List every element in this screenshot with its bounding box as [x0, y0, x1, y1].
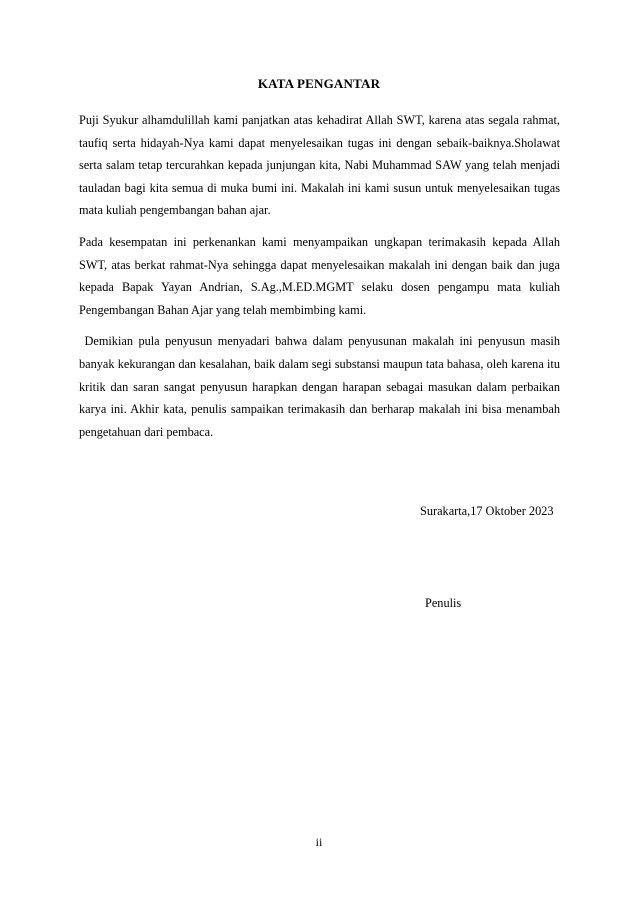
paragraph-2: Pada kesempatan ini perkenankan kami menyampaikan ungkapan terimakasih kepada Allah SWT, atas berkat rahmat-Nya sehingga dapat menyelesaikan makalah ini dengan baik dan juga kepada Bapak Yayan Andrian, S.Ag.,M.ED.MGMT selaku dosen pengampu mata kuliah Pengembangan Bahan Ajar yang telah membimbing kami. [79, 234, 560, 317]
page-number: ii [315, 835, 323, 849]
page-title: KATA PENGANTAR [257, 76, 381, 91]
body-text [79, 109, 564, 452]
author-signature: Penulis [425, 596, 462, 610]
paragraph-3: Demikian pula penyusun menyadari bahwa dalam penyusunan makalah ini penyusun masih banyak kekurangan dan kesalahan, baik dalam segi substansi maupun tata bahasa, oleh karena itu kritik dan saran sangat penyusun harapkan dengan harapan sebagai masukan dalam perbaikan karya ini. Akhir kata, penulis sampaikan terimakasih dan berharap makalah ini bisa menambah pengetahuan dari pembaca. [79, 334, 564, 439]
paragraph-1: Puji Syukur alhamdulillah kami panjatkan atas kehadirat Allah SWT, karena atas segala rahmat, taufiq serta hidayah-Nya kami dapat menyelesaikan tugas ini dengan sebaik-baiknya.Sholawat serta salam tetap tercurahkan kepada junjungan kita, Nabi Muhammad SAW yang telah menjadi tauladan bagi kita semua di muka bumi ini. Makalah ini kami susun untuk menyelesaikan tugas mata kuliah pengembangan bahan ajar. [79, 113, 560, 218]
place-date: Surakarta,17 Oktober 2023 [420, 504, 554, 518]
